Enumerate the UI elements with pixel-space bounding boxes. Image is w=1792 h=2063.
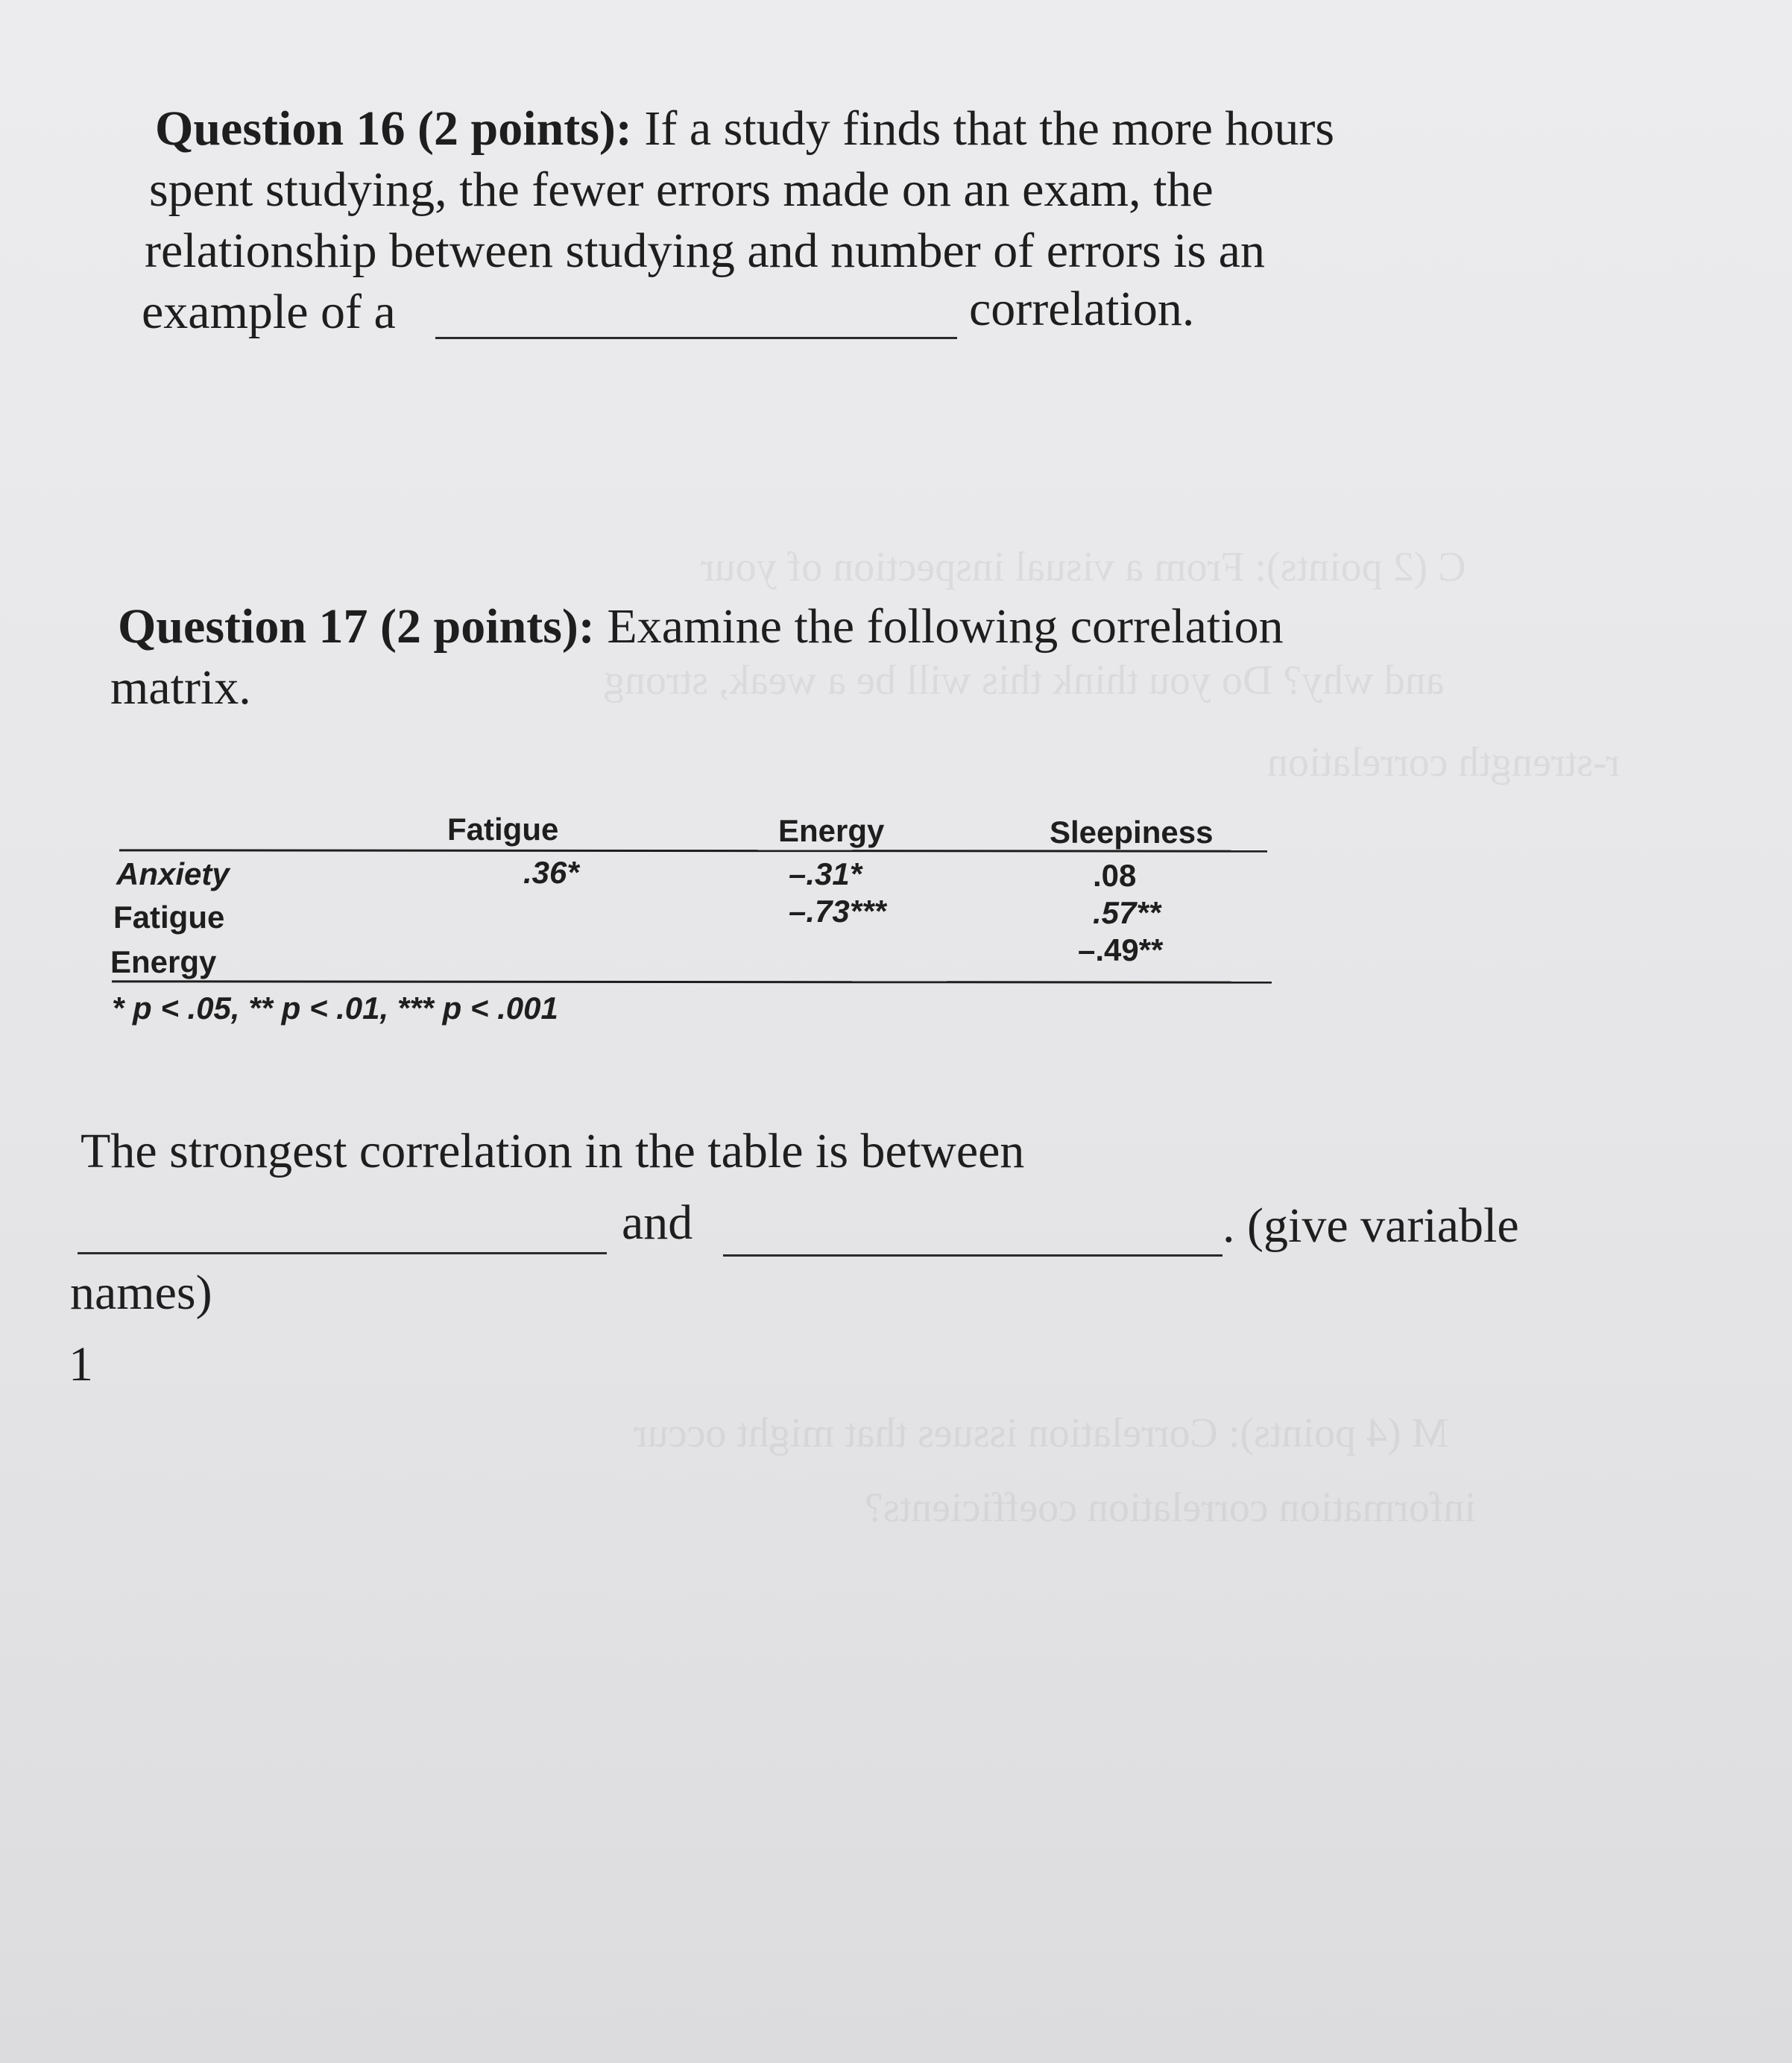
show-through-text: M (4 points): Correlation issues that might occur <box>634 1410 1449 1456</box>
table-cell-fatigue-energy: –.73*** <box>789 894 886 929</box>
table-col-header-sleepiness: Sleepiness <box>1050 815 1214 850</box>
q17-line2: matrix. <box>110 660 251 715</box>
table-row-label-fatigue: Fatigue <box>113 900 225 935</box>
show-through-text: and why? Do you think this will be a weak, strong <box>604 657 1445 704</box>
q16-line4-end: correlation. <box>969 282 1195 336</box>
table-cell-anxiety-energy: –.31* <box>789 856 862 891</box>
q17-text-line1: Examine the following correlation <box>607 599 1284 654</box>
q17-answer-blank-1[interactable] <box>78 1252 607 1254</box>
show-through-text: r-strength correlation <box>1267 739 1621 786</box>
show-through-text: C (2 points): From a visual inspection of your <box>701 544 1466 590</box>
table-footnote: * p < .05, ** p < .01, *** p < .001 <box>112 991 558 1026</box>
table-cell-anxiety-sleepiness: .08 <box>1093 858 1137 893</box>
q16-line1 <box>155 98 1334 159</box>
table-row-label-energy: Energy <box>110 944 217 979</box>
q17-prompt-line3: names) <box>70 1266 212 1320</box>
q16-line3: relationship between studying and number of errors is an <box>145 224 1265 278</box>
table-col-header-energy: Energy <box>778 813 885 848</box>
q16-text-line1: If a study finds that the more hours <box>644 101 1335 156</box>
table-bottom-rule <box>112 980 1272 983</box>
table-row-label-anxiety: Anxiety <box>116 856 230 891</box>
q16-line4-start: example of a <box>142 285 396 339</box>
show-through-text: information correlation coefficients? <box>865 1485 1476 1531</box>
q17-prompt-and: and <box>622 1195 693 1250</box>
table-cell-energy-sleepiness: –.49** <box>1078 932 1164 967</box>
table-col-header-fatigue: Fatigue <box>447 812 559 847</box>
table-cell-fatigue-sleepiness: .57** <box>1093 895 1161 930</box>
q16-line2: spent studying, the fewer errors made on an exam, the <box>149 162 1214 217</box>
q16-heading: Question 16 (2 points): <box>155 101 632 156</box>
q17-heading: Question 17 (2 points): <box>118 599 595 654</box>
q17-prompt-line1: The strongest correlation in the table is between <box>81 1124 1025 1178</box>
table-cell-anxiety-fatigue: .36* <box>523 855 579 890</box>
q17-prompt-end: . (give variable <box>1222 1198 1519 1253</box>
table-top-rule <box>119 849 1267 852</box>
q17-line1 <box>118 596 1284 657</box>
q16-answer-blank[interactable] <box>435 337 957 339</box>
q17-answer-mark: 1 <box>69 1337 93 1391</box>
q17-answer-blank-2[interactable] <box>723 1254 1222 1257</box>
